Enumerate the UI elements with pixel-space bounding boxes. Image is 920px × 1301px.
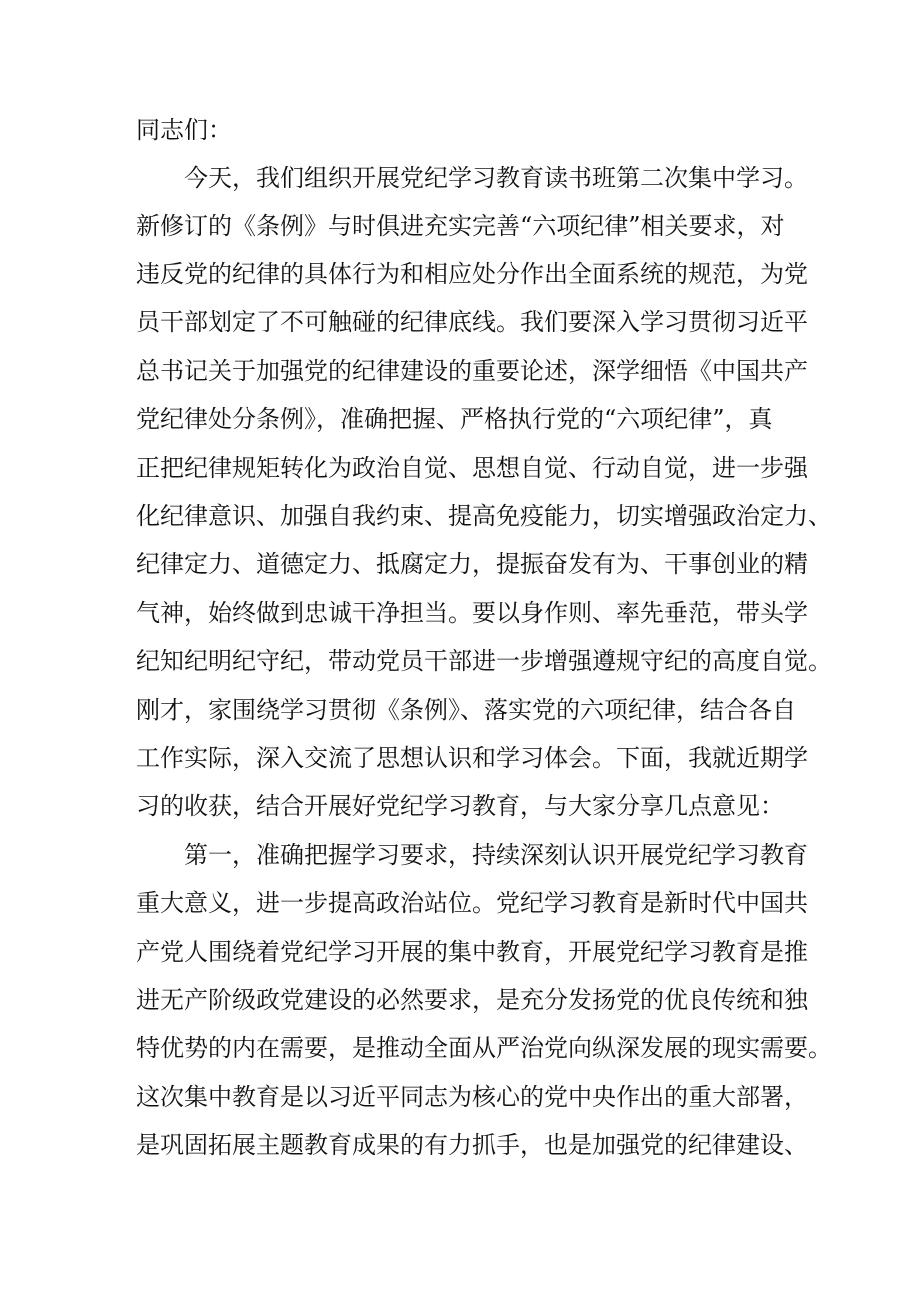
paragraph-1-line-13: 工作实际，深入交流了思想认识和学习体会。下面，我就近期学 (136, 744, 808, 772)
paragraph-1-line-11: 纪知纪明纪守纪，带动党员干部进一步增强遵规守纪的高度自觉。 (136, 647, 832, 675)
paragraph-2-line-7: 是巩固拓展主题教育成果的有力抓手，也是加强党的纪律建设、 (136, 1131, 808, 1159)
paragraph-1-line-10: 气神，始终做到忠诚干净担当。要以身作则、率先垂范，带头学 (136, 599, 808, 627)
paragraph-1-line-6: 党纪律处分条例》，准确把握、严格执行党的“六项纪律”，真 (136, 405, 773, 433)
paragraph-1-line-9: 纪律定力、道德定力、抵腐定力，提振奋发有为、干事创业的精 (136, 550, 808, 578)
paragraph-2-line-6: 这次集中教育是以习近平同志为核心的党中央作出的重大部署， (136, 1083, 808, 1111)
paragraph-1-line-2: 新修订的《条例》与时俱进充实完善“六项纪律”相关要求，对 (136, 212, 785, 240)
paragraph-1-line-8: 化纪律意识、加强自我约束、提高免疫能力，切实增强政治定力、 (136, 502, 832, 530)
paragraph-1-line-1: 今天，我们组织开展党纪学习教育读书班第二次集中学习。 (184, 164, 808, 192)
paragraph-1-line-4: 员干部划定了不可触碰的纪律底线。我们要深入学习贯彻习近平 (136, 308, 808, 336)
paragraph-2-line-4: 进无产阶级政党建设的必然要求，是充分发扬党的优良传统和独 (136, 986, 808, 1014)
paragraph-2-line-5: 特优势的内在需要，是推动全面从严治党向纵深发展的现实需要。 (136, 1034, 832, 1062)
paragraph-1-line-7: 正把纪律规矩转化为政治自觉、思想自觉、行动自觉，进一步强 (136, 454, 808, 482)
paragraph-1-line-12: 刚才，家围绕学习贯彻《条例》、落实党的六项纪律，结合各自 (136, 696, 796, 724)
paragraph-1-line-5: 总书记关于加强党的纪律建设的重要论述，深学细悟《中国共产 (136, 357, 808, 385)
greeting-line: 同志们： (136, 116, 232, 144)
paragraph-1-line-14: 习的收获，结合开展好党纪学习教育，与大家分享几点意见： (136, 792, 784, 820)
paragraph-2-line-1: 第一，准确把握学习要求，持续深刻认识开展党纪学习教育 (184, 841, 808, 869)
paragraph-1-line-3: 违反党的纪律的具体行为和相应处分作出全面系统的规范，为党 (136, 260, 808, 288)
paragraph-2-line-2: 重大意义，进一步提高政治站位。党纪学习教育是新时代中国共 (136, 889, 808, 917)
paragraph-2-line-3: 产党人围绕着党纪学习开展的集中教育，开展党纪学习教育是推 (136, 938, 808, 966)
